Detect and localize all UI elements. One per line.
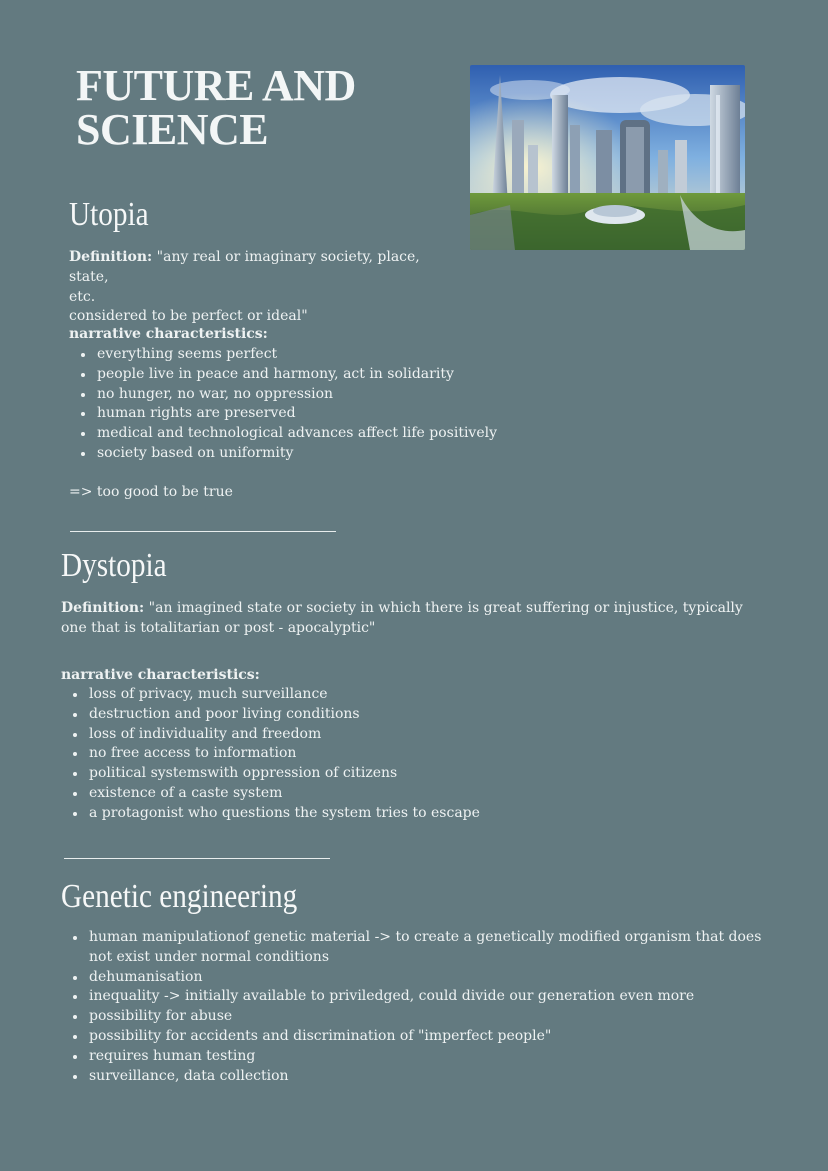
- list-item: medical and technological advances affect life positively: [69, 424, 499, 444]
- list-item: dehumanisation: [61, 968, 781, 988]
- list-item: people live in peace and harmony, act in solidarity: [69, 365, 499, 385]
- utopia-conclusion: => too good to be true: [69, 484, 233, 500]
- dystopia-definition-text-2: one that is totalitarian or post - apocalyptic": [61, 619, 376, 636]
- dystopia-heading: Dystopia: [61, 547, 167, 584]
- list-item: possibility for accidents and discrimination of "imperfect people": [61, 1027, 781, 1047]
- dystopia-characteristics-list: [61, 685, 561, 824]
- utopia-definition-text-2: etc.: [69, 288, 96, 305]
- dystopia-characteristics-label: narrative characteristics:: [61, 667, 260, 683]
- list-item: requires human testing: [61, 1047, 781, 1067]
- list-item: destruction and poor living conditions: [61, 705, 561, 725]
- dystopia-definition-text-1: "an imagined state or society in which there is great suffering or injustice, typically: [144, 600, 743, 616]
- futuristic-city-image: [470, 65, 745, 250]
- utopia-definition: [69, 248, 449, 327]
- utopia-heading: Utopia: [69, 196, 149, 233]
- list-item: human rights are preserved: [69, 404, 499, 424]
- list-item: everything seems perfect: [69, 345, 499, 365]
- page-title-line-2: SCIENCE: [76, 105, 269, 154]
- utopia-characteristics-label: narrative characteristics:: [69, 326, 268, 342]
- list-item: surveillance, data collection: [61, 1067, 781, 1087]
- page-title: [76, 61, 456, 154]
- list-item: [61, 928, 781, 968]
- dystopia-definition-label: Definition:: [61, 600, 145, 616]
- utopia-characteristics-list: [69, 345, 499, 464]
- list-item: possibility for abuse: [61, 1007, 781, 1027]
- utopia-definition-text-3: considered to be perfect or ideal": [69, 308, 308, 325]
- list-item: loss of privacy, much surveillance: [61, 685, 561, 705]
- genetic-engineering-list: [61, 928, 781, 1086]
- section-divider: [64, 858, 330, 859]
- dystopia-definition: [61, 599, 761, 639]
- list-item: society based on uniformity: [69, 444, 499, 464]
- utopia-definition-label: Definition:: [69, 249, 153, 265]
- list-item: political systemswith oppression of citizens: [61, 764, 561, 784]
- utopia-definition-text-1: "any real or imaginary society, place, state,: [69, 249, 420, 285]
- list-item: loss of individuality and freedom: [61, 725, 561, 745]
- list-item-line: not exist under normal conditions: [89, 948, 330, 965]
- page-title-line-1: FUTURE AND: [76, 61, 356, 110]
- list-item: no free access to information: [61, 744, 561, 764]
- list-item: inequality -> initially available to priviledged, could divide our generation even more: [61, 987, 781, 1007]
- list-item: a protagonist who questions the system tries to escape: [61, 804, 561, 824]
- list-item-line: human manipulationof genetic material -> to create a genetically modified organism that does: [89, 929, 762, 945]
- section-divider: [70, 531, 336, 532]
- list-item: existence of a caste system: [61, 784, 561, 804]
- list-item: no hunger, no war, no oppression: [69, 385, 499, 405]
- genetic-engineering-heading: Genetic engineering: [61, 878, 298, 915]
